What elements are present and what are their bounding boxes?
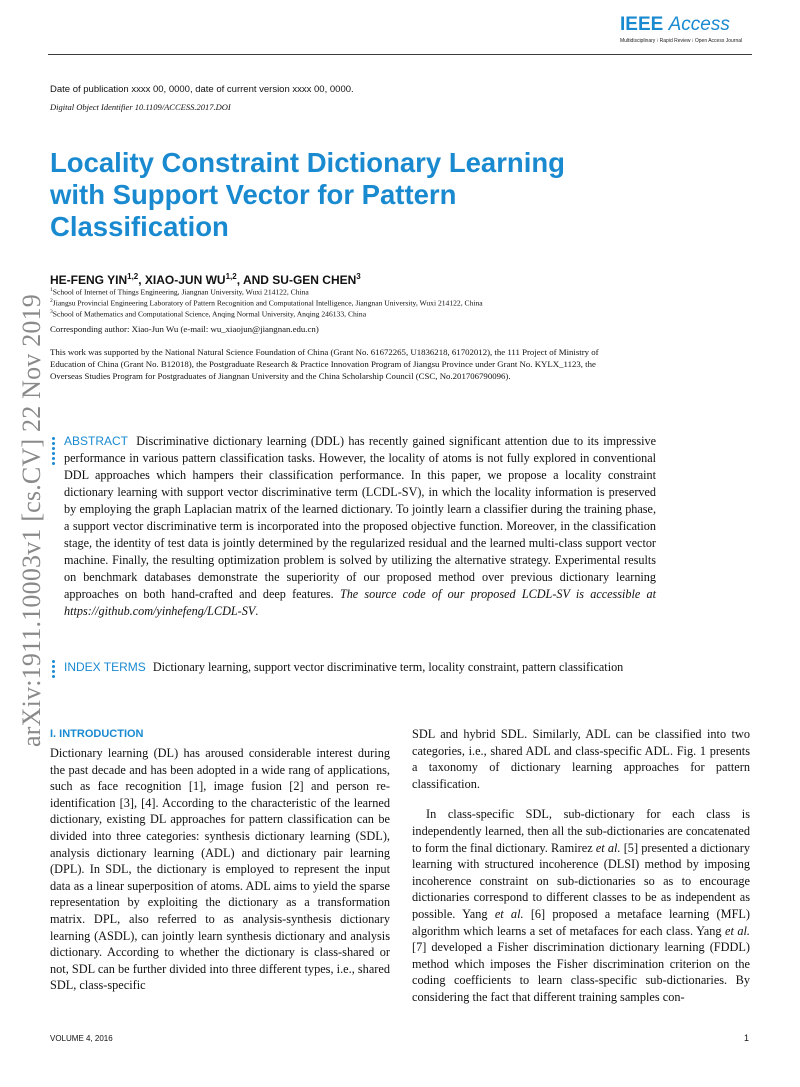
intro-p2-etal-2: et al. (494, 906, 524, 921)
intro-paragraph-1-cont: SDL and hybrid SDL. Similarly, ADL can be classified into two categories, i.e., shared ADL and class-specific ADL. Fig. 1 presents a taxonomy of dictionary learning approaches for pattern classification. (412, 727, 750, 791)
affiliation-1-sup: 1 (50, 287, 53, 293)
index-terms-text: Dictionary learning, support vector discriminative term, locality constraint, pattern classification (152, 660, 624, 674)
affiliation-3 (50, 309, 366, 319)
intro-p2-part-c: [6] proposed a metaface learning (MFL) algorithm which learns a set of metafaces for each class. Yang (412, 906, 751, 938)
author-2: XIAO-JUN WU (144, 273, 226, 287)
footer-page-number: 1 (744, 1033, 750, 1043)
abstract-dots-decoration (52, 437, 55, 467)
author-1: HE-FENG YIN (50, 273, 128, 287)
doi-line: Digital Object Identifier 10.1109/ACCESS.2017.DOI (50, 102, 231, 112)
index-terms (64, 659, 656, 676)
intro-paragraph-2 (412, 806, 750, 1005)
author-2-sup: 1,2 (225, 272, 237, 281)
abstract-code-note: The source code of our proposed LCDL-SV is accessible at https://github.com/yinhefeng/LCDL-SV (64, 587, 657, 618)
affiliation-3-sup: 3 (50, 309, 53, 315)
affiliation-1 (50, 287, 309, 297)
intro-p2-etal-3: et al. (724, 923, 750, 938)
abstract-text: Discriminative dictionary learning (DDL) has recently gained significant attention due to its impressive performance in various pattern classification tasks. However, the locality of atoms is not fully explored in conventional DDL approaches which hampers their classification performance. In this paper, we propose a locality constraint dictionary learning with support vector discriminative term (LCDL-SV), in which the locality information is preserved by employing the graph Laplacian matrix of the learned dictionary. To jointly learn a classifier during the training phase, a support vector discriminative term is incorporated into the proposed objective function. Moreover, in the classification stage, the identity of test data is jointly determined by the regularized residual and the learned multi-class support vector machine. Finally, the resulting optimization problem is solved by utilizing the alternative strategy. Experimental results on benchmark databases demonstrate the superiority of our proposed method over previous dictionary learning approaches on both hand-crafted and deep features. (64, 434, 656, 601)
publication-date: Date of publication xxxx 00, 0000, date of current version xxxx 00, 0000. (50, 84, 354, 95)
affiliation-2-text: Jiangsu Provincial Engineering Laboratory of Pattern Recognition and Computational Intelligence, Jiangnan University, Wuxi 214122, China (52, 298, 483, 308)
funding-note: This work was supported by the National Natural Science Foundation of China (Grant No. 61672265, U1836218, 61702012), the 111 Project of Ministry of Education of China (Grant No. B12018), the Postgraduate Research & Practice Innovation Program of Jiangsu Province under Grant No. KYLX_1123, the Overseas Studies Program for Postgraduates of Jiangnan University and the China Scholarship Council (CSC, No.201706790096). (50, 347, 599, 381)
author-list (50, 272, 361, 287)
journal-logo (620, 14, 750, 54)
abstract-label: ABSTRACT (64, 434, 129, 448)
header-divider (48, 54, 752, 55)
corresponding-author: Corresponding author: Xiao-Jun Wu (e-mail: wu_xiaojun@jiangnan.edu.cn) (50, 324, 319, 334)
intro-p2-part-d: [7] developed a Fisher discrimination dictionary learning (FDDL) method which imposes the Fisher discrimination criterion on the coding coefficients to learn class-specific sub-dictionaries. By considering the fact that different training samples con- (412, 940, 750, 1004)
intro-p2-part-b: [5] presented a dictionary learning with structured incoherence (DLSI) method by imposing incoherence constraint on sub-dictionaries so as to encourage dictionaries correspond to different classes to be as independent as possible. Yang (412, 840, 750, 921)
body-column-right (412, 726, 750, 1006)
author-3-sup: 3 (356, 272, 361, 281)
index-terms-label: INDEX TERMS (64, 660, 146, 674)
footer-volume: VOLUME 4, 2016 (50, 1034, 113, 1043)
affiliation-2-sup: 2 (50, 298, 53, 304)
abstract: ABSTRACT Discriminative dictionary learning (DDL) has recently gained significant attention due to its impressive performance in various pattern classification tasks. However, the locality of atoms is not fully explored in conventional DDL approaches which hampers their classification performance. In this paper, we propose a locality constraint dictionary learning with support vector discriminative term (LCDL-SV), in which the locality information is preserved by employing the graph Laplacian matrix of the learned dictionary. To jointly learn a classifier during the training phase, a support vector discriminative term is incorporated into the proposed objective function. Moreover, in the classification stage, the identity of test data is jointly determined by the regularized residual and the learned multi-class support vector machine. Finally, the resulting optimization problem is solved by utilizing the alternative strategy. Experimental results on benchmark databases demonstrate the superiority of our proposed method over previous dictionary learning approaches on both hand-crafted and deep features. The source code of our proposed LCDL-SV is accessible at https://github.com/yinhefeng/LCDL-SV. (64, 434, 657, 618)
index-dots-decoration (52, 660, 55, 680)
author-3: SU-GEN CHEN (272, 273, 357, 287)
arxiv-stamp-text: arXiv:1911.10003v1 [cs.CV] 22 Nov 2019 (17, 293, 46, 747)
author-1-sup: 1,2 (127, 272, 139, 281)
intro-p2-etal-1: et al. (595, 840, 621, 855)
paper-title: Locality Constraint Dictionary Learning with Support Vector for Pattern Classification (50, 147, 565, 242)
affiliation-3-text: School of Mathematics and Computational Science, Anqing Normal University, Anqing 246133, China (52, 309, 367, 319)
affiliation-2 (50, 298, 483, 308)
intro-p2-part-a: In class-specific SDL, sub-dictionary for each class is independently learned, then all the sub-dictionaries are concatenated to form the final dictionary. Ramirez (412, 807, 750, 855)
logo-tagline: Multidisciplinary ⁝ Rapid Review ⁝ Open Access Journal (620, 38, 743, 44)
body-column-left (50, 745, 390, 994)
section-heading-introduction: I. INTRODUCTION (50, 728, 144, 740)
affiliation-1-text: School of Internet of Things Engineering, Jiangnan University, Wuxi 214122, China (52, 287, 309, 297)
intro-paragraph-1: Dictionary learning (DL) has aroused considerable interest during the past decade and has been adopted in a wide rang of applications, such as face recognition [1], image fusion [2] and person re-identification [3], [4]. According to the characteristic of the learned dictionary, existing DL approaches for pattern classification can be divided into three categories: synthesis dictionary learning (SDL), analysis dictionary learning (ADL) and dictionary pair learning (DPL). In SDL, the dictionary is employed to represent the input data as a linear superposition of atoms. ADL aims to yield the sparse representation by exploiting the dictionary as a transformation matrix. DPL, also referred to as analysis-synthesis dictionary learning (ASDL), can jointly learn synthesis dictionary and analysis dictionary. According to whether the dictionary is class-shared or not, SDL can be further divided into three different types, i.e., shared SDL, class-specific (50, 746, 390, 993)
logo-ieee: IEEE (620, 14, 664, 35)
author-sep-1: , (138, 273, 145, 287)
author-sep-2: , AND (236, 273, 273, 287)
arxiv-stamp (12, 270, 52, 770)
logo-access: Access (668, 14, 730, 35)
